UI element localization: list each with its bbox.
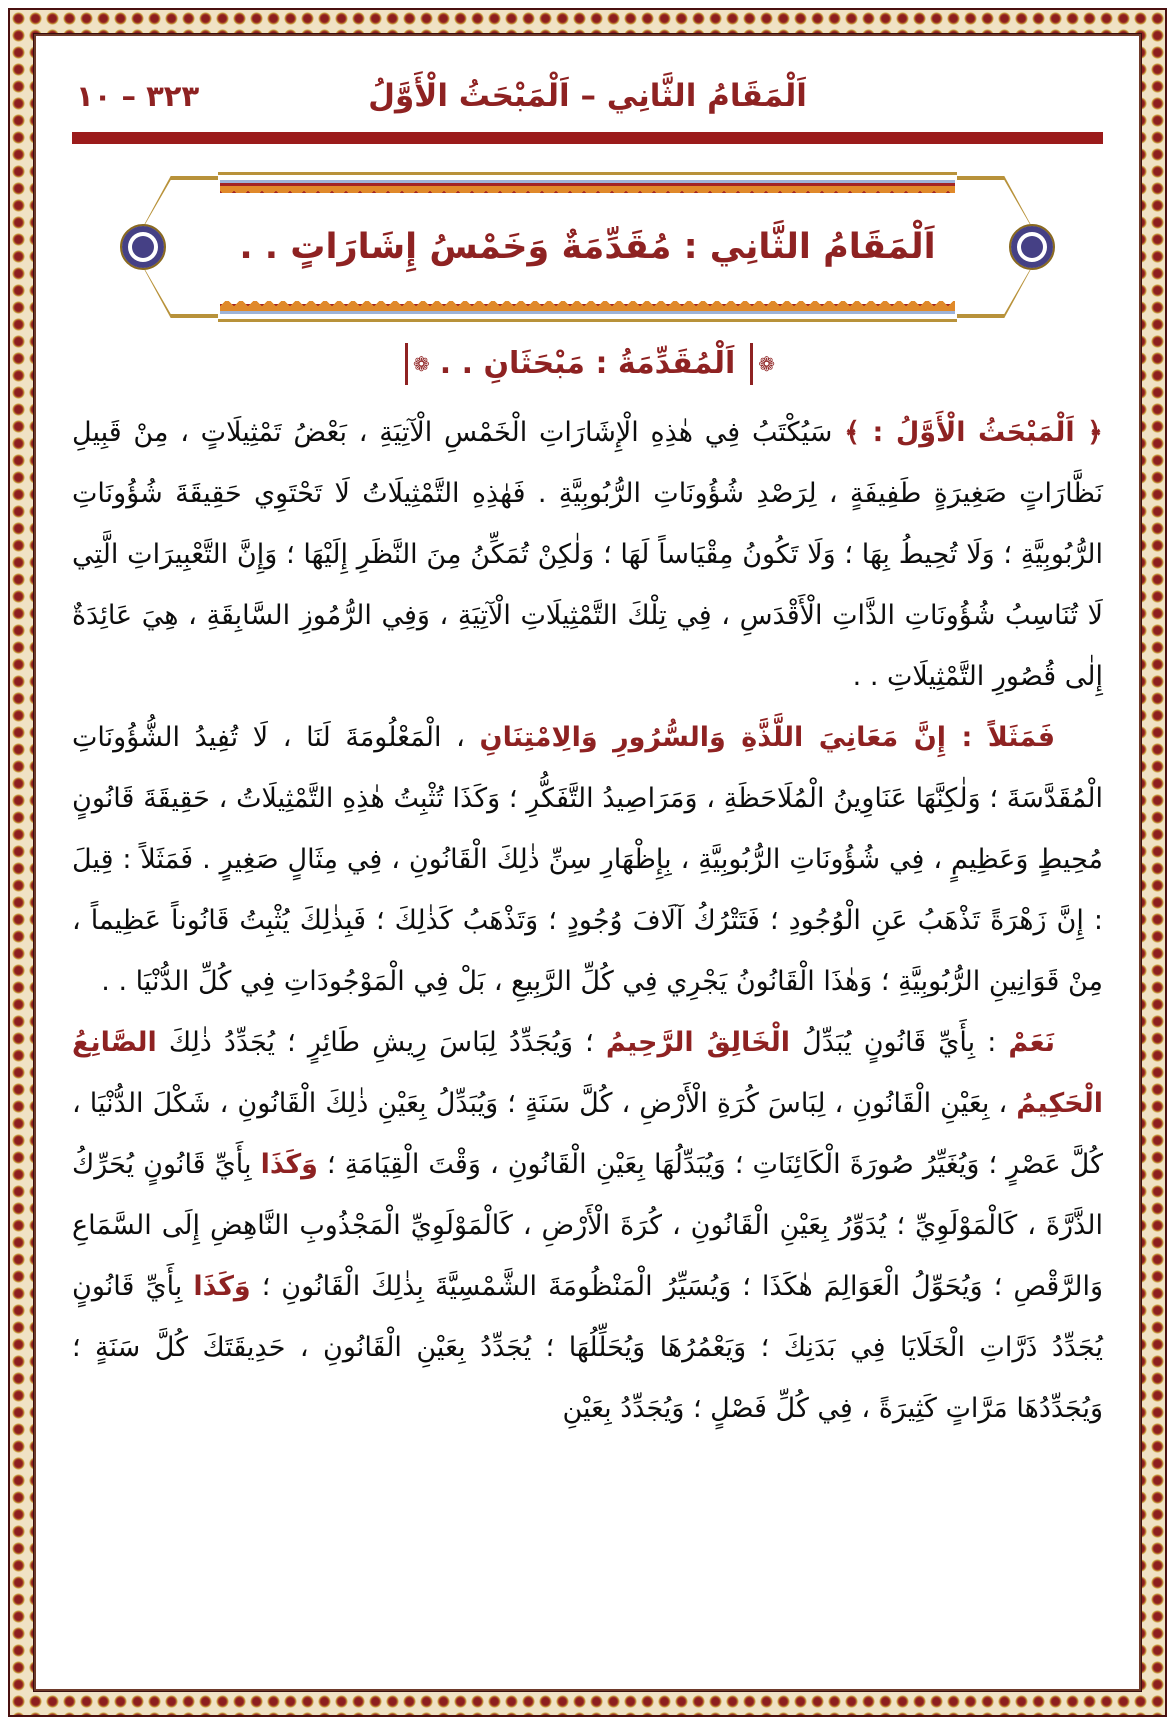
highlight-phrase: وَكَذَا (193, 1271, 251, 1302)
header-divider-rule (72, 132, 1103, 144)
highlight-phrase: ﴿ اَلْمَبْحَثُ الْأَوَّلُ : ﴾ (844, 417, 1103, 448)
section-subtitle (72, 336, 1103, 392)
banner-title: اَلْمَقَامُ الثَّانِي : مُقَدِّمَةٌ وَخَمْسُ إِشَارَاتٍ . . (239, 226, 936, 267)
bracket-ornament-icon: ❁ (745, 343, 775, 385)
banner-medallion-icon (1009, 224, 1055, 270)
paragraph (72, 707, 1103, 1012)
highlight-phrase: نَعَمْ (1008, 1027, 1055, 1058)
bracket-ornament-icon: ❁ (400, 343, 430, 385)
page-sheet (34, 34, 1141, 1691)
body-text-block (72, 402, 1103, 1439)
paragraph (72, 1012, 1103, 1439)
highlight-phrase: الصَّانِعُ الْحَكِيمُ (72, 1027, 1103, 1119)
page-number: ٣٢٣ – ١٠ (76, 79, 200, 113)
body-text: بِأَيِّ قَانُونٍ يُجَدِّدُ ذَرَّاتِ الْخَلَايَا فِي بَدَنِكَ ؛ وَيَعْمُرُهَا وَيُحَلِّلُهَا ؛ يُجَدِّدُ بِعَيْنِ الْقَانُونِ ، حَدِيقَتَكَ كُلَّ سَنَةٍ ؛ وَيُجَدِّدُهَا مَرَّاتٍ كَثِيرَةً ، فِي كُلِّ فَصْلٍ ؛ وَيُجَدِّدُ بِعَيْنِ (72, 1271, 1103, 1424)
chapter-banner (132, 172, 1043, 322)
paragraph (72, 402, 1103, 707)
banner-medallion-icon (120, 224, 166, 270)
banner-left-point (132, 172, 218, 322)
highlight-phrase: وَكَذَا (260, 1149, 318, 1180)
body-text: ، بِعَيْنِ الْقَانُونِ ، لِبَاسَ كُرَةِ الْأَرْضِ ، كُلَّ سَنَةٍ ؛ وَيُبَدِّلُ بِعَيْنِ ذٰلِكَ الْقَانُونِ ، شَكْلَ الدُّنْيَا ، كُلَّ عَصْرٍ ؛ وَيُغَيِّرُ صُورَةَ الْكَائِنَاتِ ؛ وَيُبَدِّلُهَا بِعَيْنِ الْقَانُونِ ، وَقْتَ الْقِيَامَةِ ؛ (72, 1088, 1103, 1180)
body-text: : بِأَيِّ قَانُونٍ يُبَدِّلُ (790, 1027, 1009, 1058)
subtitle-text: اَلْمُقَدِّمَةُ : مَبْحَثَانِ . . (439, 346, 736, 381)
highlight-phrase: فَمَثَلاً : إِنَّ مَعَانِيَ اللَّذَّةِ وَالسُّرُورِ وَالِامْتِنَانِ (479, 722, 1056, 753)
body-text: سَيُكْتَبُ فِي هٰذِهِ الْإِشَارَاتِ الْخَمْسِ الْآتِيَةِ ، بَعْضُ تَمْثِيلَاتٍ ، مِنْ قَبِيلِ نَظَّارَاتٍ صَغِيرَةٍ طَفِيفَةٍ ، لِرَصْدِ شُؤُونَاتِ الرُّبُوبِيَّةِ . فَهٰذِهِ التَّمْثِيلَاتُ لَا تَحْتَوِي حَقِيقَةَ شُؤُونَاتِ الرُّبُوبِيَّةِ ؛ وَلَا تُحِيطُ بِهَا ؛ وَلَا تَكُونُ مِقْيَاساً لَهَا ؛ وَلٰكِنْ تُمَكِّنُ مِنَ النَّظَرِ إِلَيْهَا ؛ وَإِنَّ التَّعْبِيرَاتِ الَّتِي لَا تُنَاسِبُ شُؤُونَاتِ الذَّاتِ الْأَقْدَسِ ، فِي تِلْكَ التَّمْثِيلَاتِ الْآتِيَةِ ، وَفِي الرُّمُوزِ السَّابِقَةِ ، هِيَ عَائِدَةٌ إِلٰى قُصُورِ التَّمْثِيلَاتِ . . (72, 417, 1103, 692)
body-text: ؛ وَيُجَدِّدُ لِبَاسَ رِيشِ طَائِرٍ ؛ يُجَدِّدُ ذٰلِكَ (156, 1027, 606, 1058)
banner-zigzag-bottom (220, 301, 955, 314)
body-text: ، الْمَعْلُومَةَ لَنَا ، لَا تُفِيدُ الشُّؤُونَاتِ الْمُقَدَّسَةَ ؛ وَلٰكِنَّهَا عَنَاوِينُ الْمُلَاحَظَةِ ، وَمَرَاصِيدُ التَّفَكُّرِ ؛ وَكَذَا تُثْبِتُ هٰذِهِ التَّمْثِيلَاتُ ، حَقِيقَةَ قَانُونٍ مُحِيطٍ وَعَظِيمٍ ، فِي شُؤُونَاتِ الرُّبُوبِيَّةِ ، بِإِظْهَارِ سِنِّ ذٰلِكَ الْقَانُونِ ، فِي مِثَالٍ صَغِيرٍ . فَمَثَلاً : قِيلَ : إِنَّ زَهْرَةً تَذْهَبُ عَنِ الْوُجُودِ ؛ فَتَتْرُكُ آلَافَ وُجُودٍ ؛ وَتَذْهَبُ كَذٰلِكَ ؛ فَبِذٰلِكَ يُثْبِتُ قَانُوناً عَظِيماً ، مِنْ قَوَانِينِ الرُّبُوبِيَّةِ ؛ وَهٰذَا الْقَانُونُ يَجْرِي فِي كُلِّ الرَّبِيعِ ، بَلْ فِي الْمَوْجُودَاتِ فِي كُلِّ الدُّنْيَا . . (72, 722, 1103, 997)
header-title: اَلْمَقَامُ الثَّانِي – اَلْمَبْحَثُ الْأَوَّلُ (368, 78, 807, 114)
ornamental-border (8, 8, 1167, 1717)
banner-right-point (957, 172, 1043, 322)
page-header (72, 64, 1103, 128)
body-text: بِأَيِّ قَانُونٍ يُحَرِّكُ الذَّرَّةَ ، كَالْمَوْلَوِيِّ ؛ يُدَوِّرُ بِعَيْنِ الْقَانُونِ ، كُرَةَ الْأَرْضِ ، كَالْمَوْلَوِيِّ الْمَجْذُوبِ النَّاهِضِ إِلَى السَّمَاعِ وَالرَّقْصِ ؛ وَيُحَوِّلُ الْعَوَالِمَ هٰكَذَا ؛ وَيُسَيِّرُ الْمَنْظُومَةَ الشَّمْسِيَّةَ بِذٰلِكَ الْقَانُونِ ؛ (72, 1149, 1103, 1302)
highlight-phrase: الْخَالِقُ الرَّحِيمُ (605, 1027, 791, 1058)
banner-zigzag-top (220, 180, 955, 193)
banner-body (218, 172, 957, 322)
